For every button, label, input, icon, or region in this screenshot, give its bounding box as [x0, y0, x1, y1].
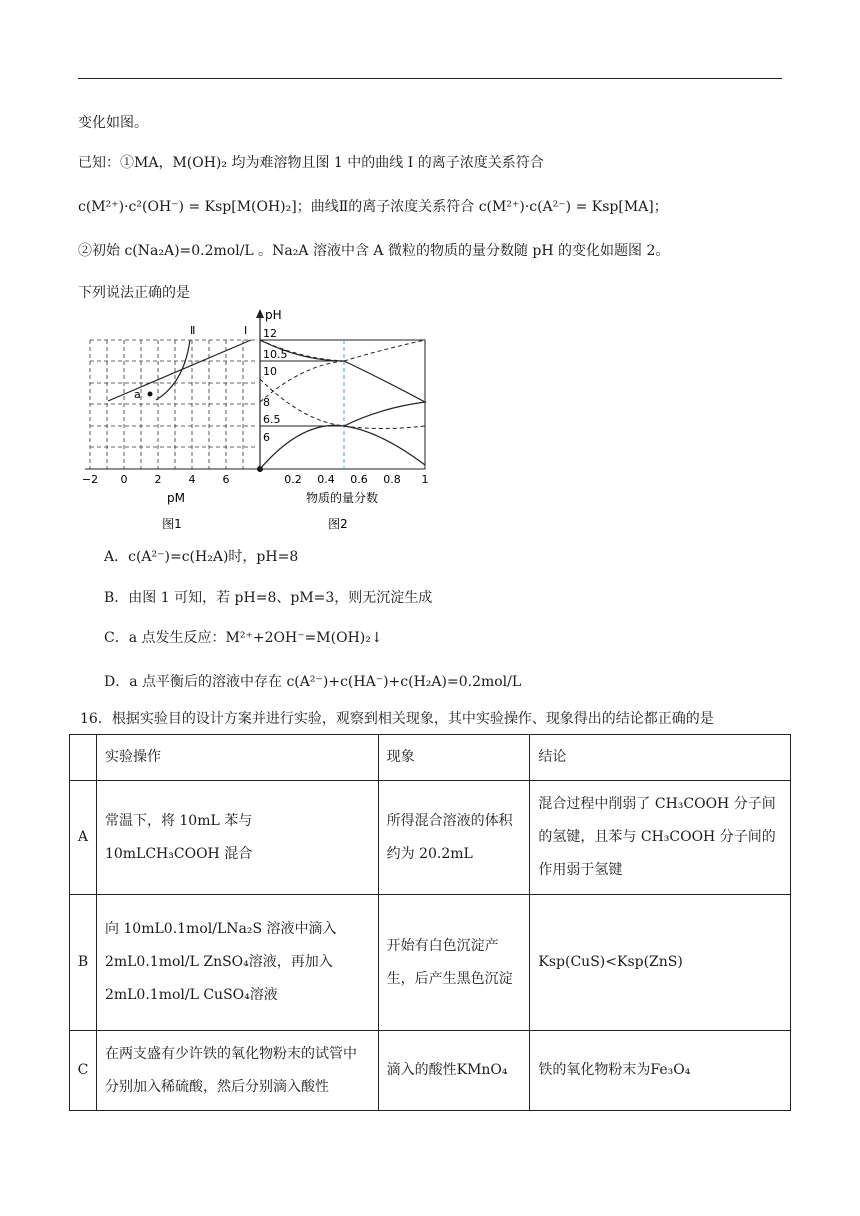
point-a-label: a [134, 388, 141, 401]
known-line-1: 已知：①MA，M(OH)₂ 均为难溶物且图 1 中的曲线 I 的离子浓度关系符合 [78, 155, 544, 171]
fig1-xtick: 2 [154, 473, 162, 486]
fig1-xtick: 6 [222, 473, 230, 486]
fig1-xlabel: pM [167, 491, 185, 505]
table-row [70, 1031, 791, 1111]
header-cell: 实验操作 [96, 735, 378, 781]
known-line-2: c(M²⁺)·c²(OH⁻) = Ksp[M(OH)₂]；曲线Ⅱ的离子浓度关系符合 c(M²⁺)·c(A²⁻) = Ksp[MA]； [78, 199, 668, 215]
curve-II-label: Ⅱ [190, 324, 196, 337]
row-id: B [70, 895, 97, 1031]
fig2-ytick: 8 [263, 396, 270, 409]
fig2-ytick: 12 [263, 327, 277, 340]
question-prompt: 下列说法正确的是 [78, 285, 190, 301]
fig2-xtick: 1 [421, 473, 429, 486]
fig2-ytick: 10.5 [263, 348, 288, 361]
curve-I [108, 340, 251, 401]
header-cell: 结论 [530, 735, 791, 781]
conclusion-cell: Ksp(CuS)<Ksp(ZnS) [530, 895, 791, 1031]
row-id: A [70, 781, 97, 895]
point-a [148, 392, 153, 397]
fig2-ylabel: pH [265, 308, 282, 322]
fig1-caption: 图1 [162, 517, 182, 531]
question-16: 16．根据实验目的设计方案并进行实验，观察到相关现象，其中实验操作、现象得出的结论都正确的是 [80, 711, 714, 727]
option-a: A．c(A²⁻)=c(H₂A)时，pH=8 [104, 549, 299, 565]
op-cell: 常温下，将 10mL 苯与 10mLCH₃COOH 混合 [96, 781, 378, 895]
option-d: D．a 点平衡后的溶液中存在 c(A²⁻)+c(HA⁻)+c(H₂A)=0.2mol/L [104, 674, 522, 690]
fig1-xtick: 0 [120, 473, 128, 486]
row-id: C [70, 1031, 97, 1111]
table-header-row [70, 735, 791, 781]
header-cell [70, 735, 97, 781]
fig2-ytick: 10 [263, 365, 277, 378]
figure-svg [80, 305, 440, 535]
ph-axis-arrow-icon [256, 309, 264, 318]
curve-H2A [260, 425, 425, 469]
phenomenon-cell: 开始有白色沉淀产生，后产生黑色沉淀 [378, 895, 530, 1031]
figure-panel [80, 305, 440, 539]
fig2-xtick: 0.2 [284, 473, 302, 486]
header-rule [78, 78, 782, 79]
fig2-xtick: 0.4 [317, 473, 335, 486]
fig2-xtick: 0.6 [350, 473, 368, 486]
fig2-xlabel: 物质的量分数 [305, 491, 379, 505]
phenomenon-cell: 所得混合溶液的体积约为 20.2mL [378, 781, 530, 895]
curve-HA [344, 361, 425, 426]
curve-II [156, 340, 190, 400]
known-line-3: ②初始 c(Na₂A)=0.2mol/L 。Na₂A 溶液中含 A 微粒的物质的量分数随 pH 的变化如题图 2。 [78, 243, 670, 259]
fig2-caption: 图2 [328, 517, 348, 531]
fig2-ytick: 6.5 [263, 413, 281, 426]
fig1-xtick: 4 [188, 473, 196, 486]
fig1-grid [90, 340, 258, 469]
option-b: B．由图 1 可知，若 pH=8、pM=3，则无沉淀生成 [104, 590, 433, 606]
table-row [70, 895, 791, 1031]
experiment-table [69, 734, 791, 1111]
fig1-xtick: −2 [81, 473, 99, 486]
intro-text: 变化如图。 [78, 115, 148, 131]
op-cell: 向 10mL0.1mol/LNa₂S 溶液中滴入 2mL0.1mol/L ZnSO₄溶液，再加入 2mL0.1mol/L CuSO₄溶液 [96, 895, 378, 1031]
fig2-ytick: 6 [263, 431, 270, 444]
phenomenon-cell: 滴入的酸性KMnO₄ [378, 1031, 530, 1111]
conclusion-cell: 铁的氧化物粉末为Fe₃O₄ [530, 1031, 791, 1111]
option-c: C．a 点发生反应：M²⁺+2OH⁻=M(OH)₂↓ [104, 630, 383, 646]
curve-I-label: Ⅰ [244, 324, 248, 337]
conclusion-cell: 混合过程中削弱了 CH₃COOH 分子间的氢键，且苯与 CH₃COOH 分子间的作用弱于氢键 [530, 781, 791, 895]
op-cell: 在两支盛有少许铁的氧化物粉末的试管中分别加入稀硫酸，然后分别滴入酸性 [96, 1031, 378, 1111]
curve-A-dashed [344, 340, 425, 361]
table-row [70, 781, 791, 895]
header-cell: 现象 [378, 735, 530, 781]
fig2-xtick: 0.8 [383, 473, 401, 486]
